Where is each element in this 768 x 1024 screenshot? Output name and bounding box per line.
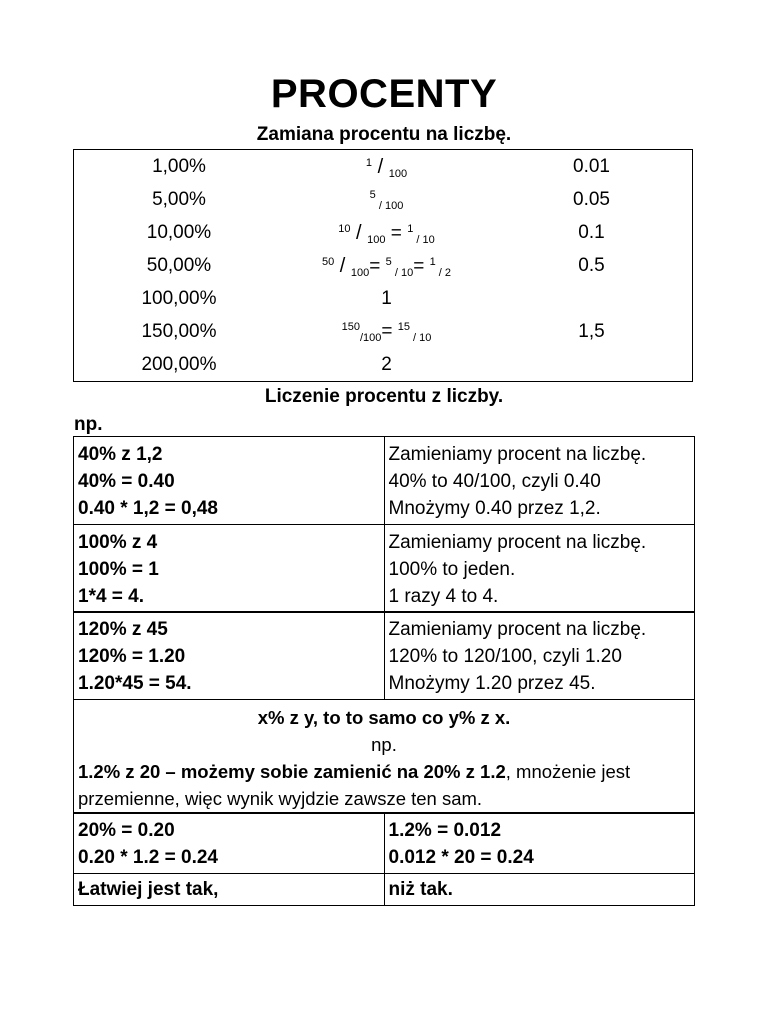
rule-heading: x% z y, to to samo co y% z x. [257,706,511,728]
fraction-value: $^{150}_{/100}$= $^{15}$ $_/$ $_{10}$ [341,321,432,344]
example-explanation: Zamieniamy procent na liczbę. 100% to jeden. 1 razy 4 to 4. [384,524,696,613]
conversion-row [74,315,692,348]
percent-value: 200,00% [141,354,217,375]
fraction-value: $^{10}$ / $_{100}$ = $^1$ $_/$ $_{10}$ [338,222,435,246]
rule-box [73,699,695,814]
percent-value: 100,00% [141,288,217,309]
percent-value: 150,00% [141,321,217,342]
decimal-value: 0.5 [578,255,605,276]
np-label: np. [74,414,103,435]
example-calculation: 120% z 45 120% = 1.20 1.20*45 = 54. [73,611,385,700]
section-title-conversion: Zamiana procentu na liczbę. [256,124,512,145]
percent-value: 5,00% [152,189,206,210]
example-explanation: Zamieniamy procent na liczbę. 120% to 120/100, czyli 1.20 Mnożymy 1.20 przez 45. [384,611,696,700]
example-calculation: 100% z 4 100% = 1 1*4 = 4. [73,524,385,613]
compare-right: 1.2% = 0.012 0.012 * 20 = 0.24 [384,812,696,874]
rule-np: np. [371,733,397,755]
rule-text: 1.2% z 20 – możemy sobie zamienić na 20% z 1.2, mnożenie jest [78,760,631,782]
fraction-value: $^1$ / $_{100}$ [365,156,408,180]
percent-value: 1,00% [152,156,206,177]
decimal-value: 0.05 [573,189,610,210]
decimal-value: 1,5 [578,321,605,342]
conversion-row [74,150,692,183]
compare-left: 20% = 0.20 0.20 * 1.2 = 0.24 [73,812,385,874]
fraction-value: $^{50}$ / $_{100}$= $^5$ $_/$ $_{10}$= $^1$ $_/$ $_2$ [322,255,451,279]
decimal-value: 0.1 [578,222,605,243]
conversion-row [74,348,692,381]
fraction-value: $^5$ $_/$ $_{100}$ [369,189,404,212]
footer-right: niż tak. [384,873,696,906]
section-title-calculation: Liczenie procentu z liczby. [264,386,504,407]
percent-value: 50,00% [146,255,212,276]
conversion-row [74,183,692,216]
footer-left: Łatwiej jest tak, [73,873,385,906]
conversion-table [73,149,693,382]
example-explanation: Zamieniamy procent na liczbę. 40% to 40/100, czyli 0.40 Mnożymy 0.40 przez 1,2. [384,436,696,525]
merged-value: 2 [381,354,392,375]
conversion-row [74,249,692,282]
percent-value: 10,00% [146,222,212,243]
conversion-row [74,216,692,249]
decimal-value: 0.01 [573,156,610,177]
page-title: PROCENTY [270,72,498,116]
conversion-row [74,282,692,315]
example-calculation: 40% z 1,2 40% = 0.40 0.40 * 1,2 = 0,48 [73,436,385,525]
rule-text-line2: przemienne, więc wynik wyjdzie zawsze ten sam. [78,787,483,809]
merged-value: 1 [381,288,392,309]
